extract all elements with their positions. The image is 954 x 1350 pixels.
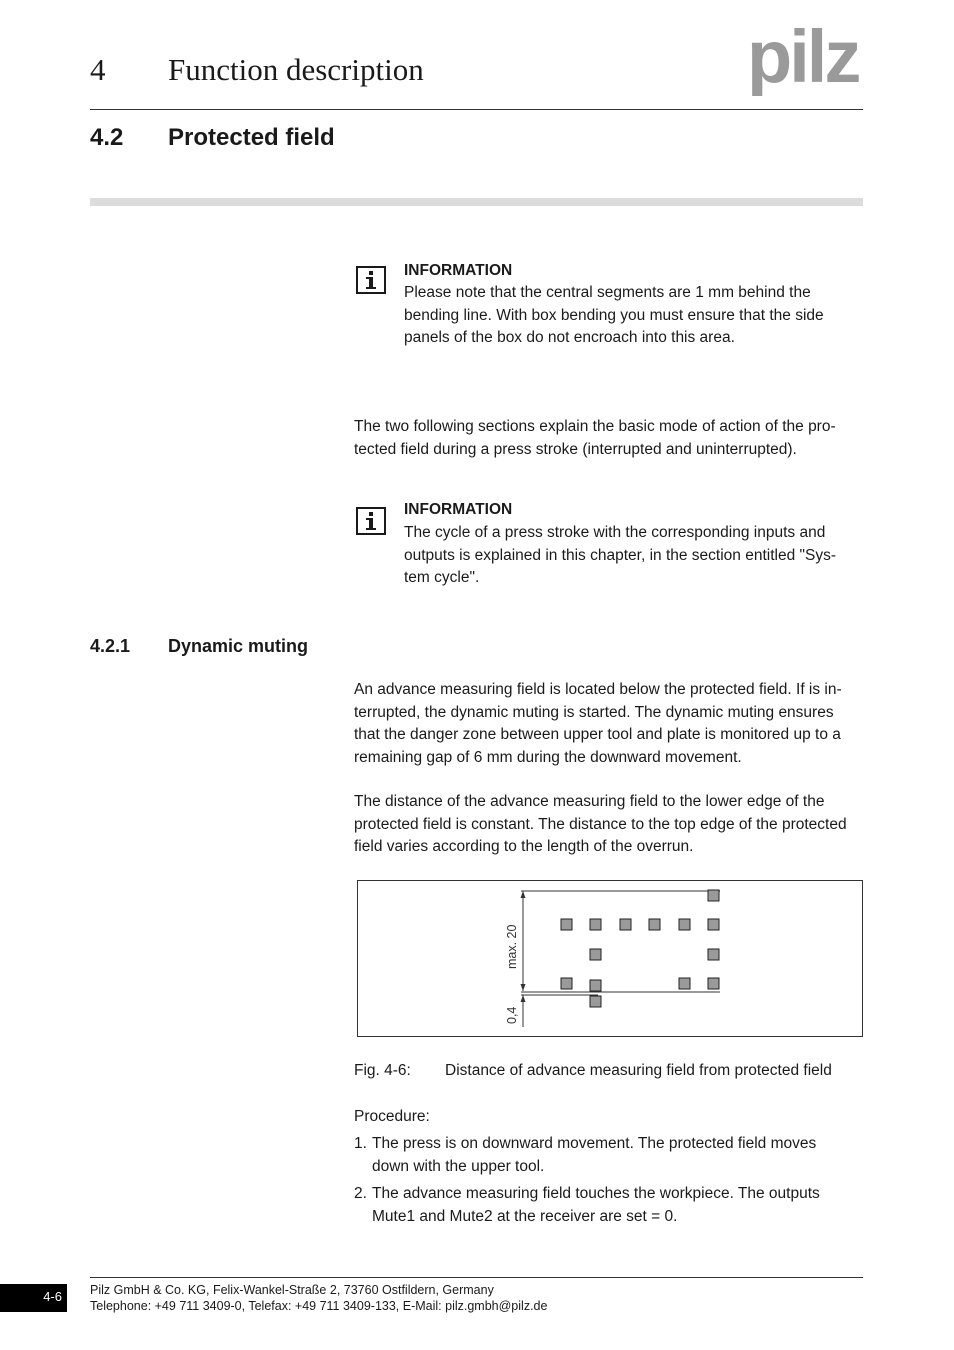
text-line: The cycle of a press stroke with the corresponding inputs and	[404, 524, 826, 541]
chapter-number: 4	[90, 52, 106, 87]
text-line: terrupted, the dynamic muting is started. The dynamic muting ensures	[354, 703, 834, 721]
segment-square	[590, 980, 601, 991]
information-heading: INFORMATION	[404, 501, 513, 518]
segment-square	[649, 919, 660, 930]
info-icon	[356, 266, 386, 294]
subsection-title: Dynamic muting	[168, 636, 309, 656]
section-divider-bar	[90, 198, 863, 206]
segment-square	[679, 919, 690, 930]
header-rule	[90, 109, 863, 110]
segment-square	[590, 996, 601, 1007]
segment-square	[708, 919, 719, 930]
text-line: panels of the box do not encroach into this area.	[404, 329, 735, 346]
figure-caption: Distance of advance measuring field from protected field	[445, 1062, 832, 1079]
text-line: down with the upper tool.	[372, 1157, 545, 1175]
text-line: protected field is constant. The distance to the top edge of the protected	[354, 815, 847, 833]
sensor-segments	[561, 890, 719, 1007]
segment-square	[561, 919, 572, 930]
chapter-title: Function description	[168, 52, 424, 87]
procedure-heading: Procedure:	[354, 1108, 430, 1125]
arrow-head	[521, 984, 526, 991]
information-text	[404, 522, 864, 590]
footer-address: Pilz GmbH & Co. KG, Felix-Wankel-Straße 2, 73760 Ostfildern, Germany	[90, 1283, 494, 1297]
segment-square	[620, 919, 631, 930]
figure-frame	[357, 880, 863, 1037]
footer-rule	[90, 1277, 863, 1278]
text-line: remaining gap of 6 mm during the downward movement.	[354, 748, 742, 766]
segment-square	[708, 890, 719, 901]
dimension-label-gap: 0,4	[505, 1006, 519, 1024]
segment-square	[590, 919, 601, 930]
information-text	[404, 282, 864, 350]
list-item	[372, 1133, 862, 1178]
paragraph-dynamic-muting	[354, 679, 864, 769]
text-line: tected field during a press stroke (interrupted and uninterrupted).	[354, 440, 797, 458]
text-line: bending line. With box bending you must ensure that the side	[404, 306, 824, 324]
segment-square	[561, 978, 572, 989]
text-line: that the danger zone between upper tool and plate is monitored up to a	[354, 726, 841, 743]
list-number: 1.	[354, 1135, 367, 1152]
paragraph-distance	[354, 791, 864, 859]
figure-label: Fig. 4-6:	[354, 1062, 411, 1079]
intro-paragraph	[354, 416, 864, 461]
footer-contact: Telephone: +49 711 3409-0, Telefax: +49 711 3409-133, E-Mail: pilz.gmbh@pilz.de	[90, 1299, 548, 1313]
text-line: tem cycle".	[404, 569, 480, 586]
segment-square	[590, 949, 601, 960]
measuring-field-diagram	[358, 881, 862, 1036]
text-line: The press is on downward movement. The protected field moves	[372, 1135, 817, 1152]
page-number: 4-6	[43, 1289, 62, 1304]
list-item	[372, 1183, 862, 1228]
section-number: 4.2	[90, 124, 124, 151]
text-line: The distance of the advance measuring field to the lower edge of the	[354, 793, 825, 810]
svg-text:pilz: pilz	[747, 26, 859, 96]
segment-square	[708, 949, 719, 960]
subsection-number: 4.2.1	[90, 636, 131, 656]
segment-square	[679, 978, 690, 989]
text-line: The advance measuring field touches the workpiece. The outputs	[372, 1185, 820, 1202]
text-line: outputs is explained in this chapter, in the section entitled "Sys-	[404, 546, 837, 564]
text-line: Please note that the central segments are 1 mm behind the	[404, 284, 811, 301]
section-title: Protected field	[168, 124, 335, 151]
info-icon	[356, 507, 386, 535]
list-number: 2.	[354, 1185, 367, 1202]
text-line: Mute1 and Mute2 at the receiver are set = 0.	[372, 1207, 678, 1225]
arrow-head	[521, 995, 526, 1002]
segment-square	[708, 978, 719, 989]
text-line: The two following sections explain the basic mode of action of the pro-	[354, 418, 836, 435]
dimension-label-max: max. 20	[505, 924, 519, 969]
text-line: field varies according to the length of the overrun.	[354, 838, 694, 855]
pilz-logo	[747, 26, 867, 96]
arrow-head	[521, 891, 526, 898]
information-heading: INFORMATION	[404, 262, 513, 279]
text-line: An advance measuring field is located below the protected field. If is in-	[354, 681, 842, 698]
